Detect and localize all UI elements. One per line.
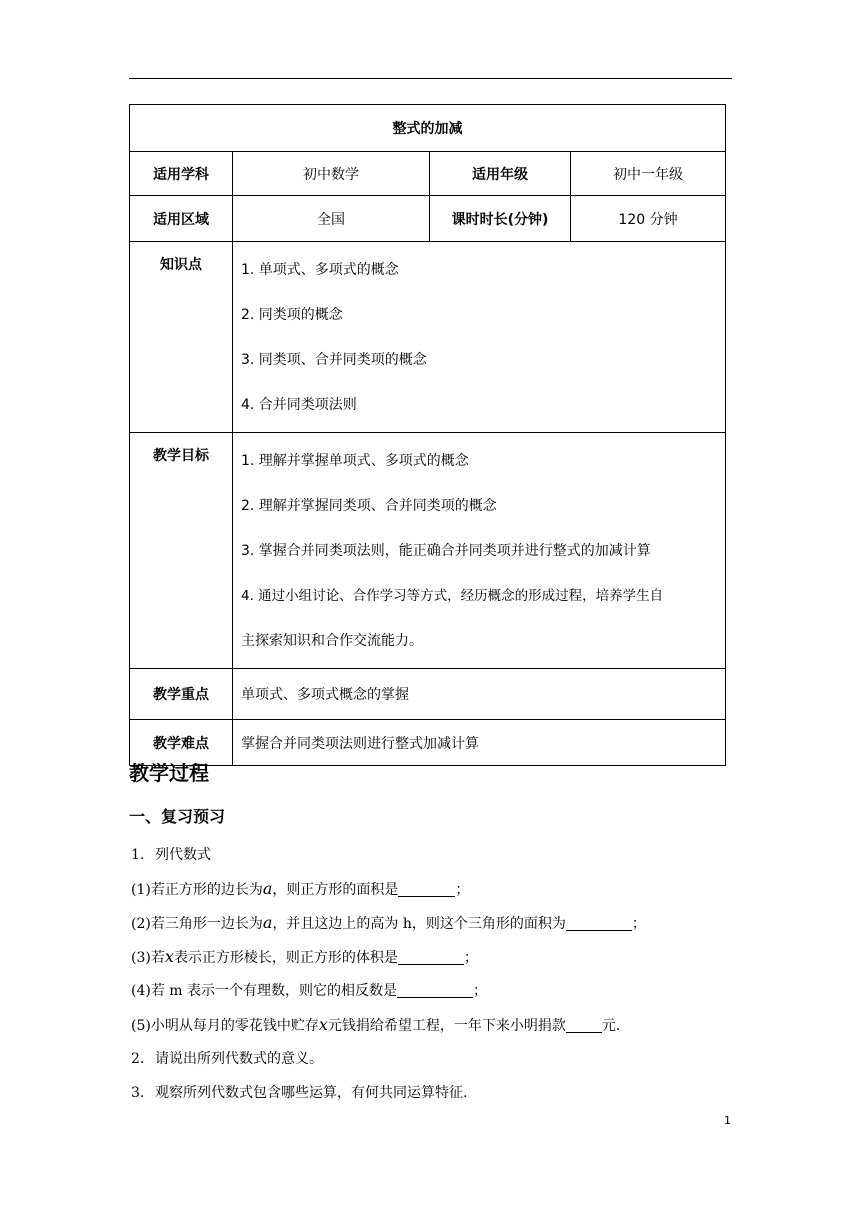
item-number: 3.: [131, 1085, 145, 1101]
page-number: 1: [724, 1114, 731, 1127]
subsection-title: 一、复习预习: [129, 807, 226, 826]
region-value: 全国: [233, 196, 430, 242]
header-rule: [129, 78, 732, 79]
difficulty-row: [130, 720, 726, 766]
list-item: [131, 1076, 731, 1110]
difficulty-label: 教学难点: [130, 720, 233, 766]
question-text: (2)若三角形一边长为: [131, 916, 263, 932]
question-text: (4)若 m 表示一个有理数，则它的相反数是: [131, 983, 398, 999]
knowledge-item: 1. 单项式、多项式的概念: [241, 262, 399, 278]
question-text: ，则正方形的面积是: [272, 882, 399, 898]
difficulty-value: 掌握合并同类项法则进行整式加减计算: [233, 720, 726, 766]
section-title: 教学过程: [129, 761, 209, 785]
answer-blank[interactable]: [397, 983, 473, 998]
knowledge-item: 4. 合并同类项法则: [241, 397, 357, 413]
item-text: 观察所列代数式包含哪些运算，有何共同运算特征.: [155, 1085, 468, 1101]
item-number: 2.: [131, 1051, 145, 1067]
answer-blank[interactable]: [566, 916, 632, 931]
punctuation: ；: [631, 916, 646, 932]
punctuation: 元.: [601, 1018, 621, 1034]
item-text: 请说出所列代数式的意义。: [155, 1051, 323, 1067]
exercise-list: [131, 838, 731, 1110]
lesson-info-table: [129, 104, 726, 766]
knowledge-item: 2. 同类项的概念: [241, 307, 343, 323]
question-item: [131, 940, 731, 974]
question-text: ，并且这边上的高为 h，则这个三角形的面积为: [272, 916, 566, 932]
question-item: [131, 872, 731, 906]
question-text: (5)小明从每月的零花钱中贮存: [131, 1018, 319, 1034]
grade-value: 初中一年级: [571, 152, 726, 196]
key-point-label: 教学重点: [130, 669, 233, 720]
question-item: [131, 1008, 731, 1042]
variable: x: [318, 1015, 328, 1034]
variable: a: [262, 879, 273, 898]
knowledge-item: 3. 同类项、合并同类项的概念: [241, 352, 427, 368]
answer-blank[interactable]: [398, 882, 455, 897]
answer-blank[interactable]: [566, 1018, 602, 1033]
question-text: (3)若: [131, 950, 165, 966]
document-title: 整式的加减: [130, 105, 726, 152]
key-point-value: 单项式、多项式概念的掌握: [233, 669, 726, 720]
knowledge-list: [233, 242, 726, 433]
question-item: [131, 974, 731, 1008]
item-number: 1.: [131, 847, 145, 863]
goals-list: [233, 433, 726, 669]
region-label: 适用区域: [130, 196, 233, 242]
item-text: 列代数式: [155, 847, 211, 863]
subject-label: 适用学科: [130, 152, 233, 196]
question-text: (1)若正方形的边长为: [131, 882, 263, 898]
question-text: 元钱捐给希望工程，一年下来小明捐款: [327, 1018, 566, 1034]
list-item: [131, 838, 731, 872]
region-row: [130, 196, 726, 242]
punctuation: ；: [473, 983, 488, 999]
duration-value: 120 分钟: [571, 196, 726, 242]
goals-row: [130, 433, 726, 669]
title-row: [130, 105, 726, 152]
goal-item-continued: 主探索知识和合作交流能力。: [241, 633, 423, 649]
answer-blank[interactable]: [398, 950, 464, 965]
variable: x: [164, 947, 174, 966]
goals-label: 教学目标: [130, 433, 233, 669]
knowledge-row: [130, 242, 726, 433]
goal-item: 2. 理解并掌握同类项、合并同类项的概念: [241, 498, 497, 514]
question-item: [131, 906, 731, 940]
subject-value: 初中数学: [233, 152, 430, 196]
goal-item: 3. 掌握合并同类项法则，能正确合并同类项并进行整式的加减计算: [241, 543, 651, 559]
subject-row: [130, 152, 726, 196]
variable: a: [262, 913, 273, 932]
grade-label: 适用年级: [430, 152, 571, 196]
question-text: 表示正方形棱长，则正方形的体积是: [173, 950, 398, 966]
goal-item: 4. 通过小组讨论、合作学习等方式，经历概念的形成过程，培养学生自: [241, 588, 664, 604]
knowledge-label: 知识点: [130, 242, 233, 433]
duration-label: 课时时长(分钟): [430, 196, 571, 242]
goal-item: 1. 理解并掌握单项式、多项式的概念: [241, 453, 469, 469]
list-item: [131, 1042, 731, 1076]
punctuation: ；: [455, 882, 470, 898]
punctuation: ；: [463, 950, 478, 966]
key-point-row: [130, 669, 726, 720]
